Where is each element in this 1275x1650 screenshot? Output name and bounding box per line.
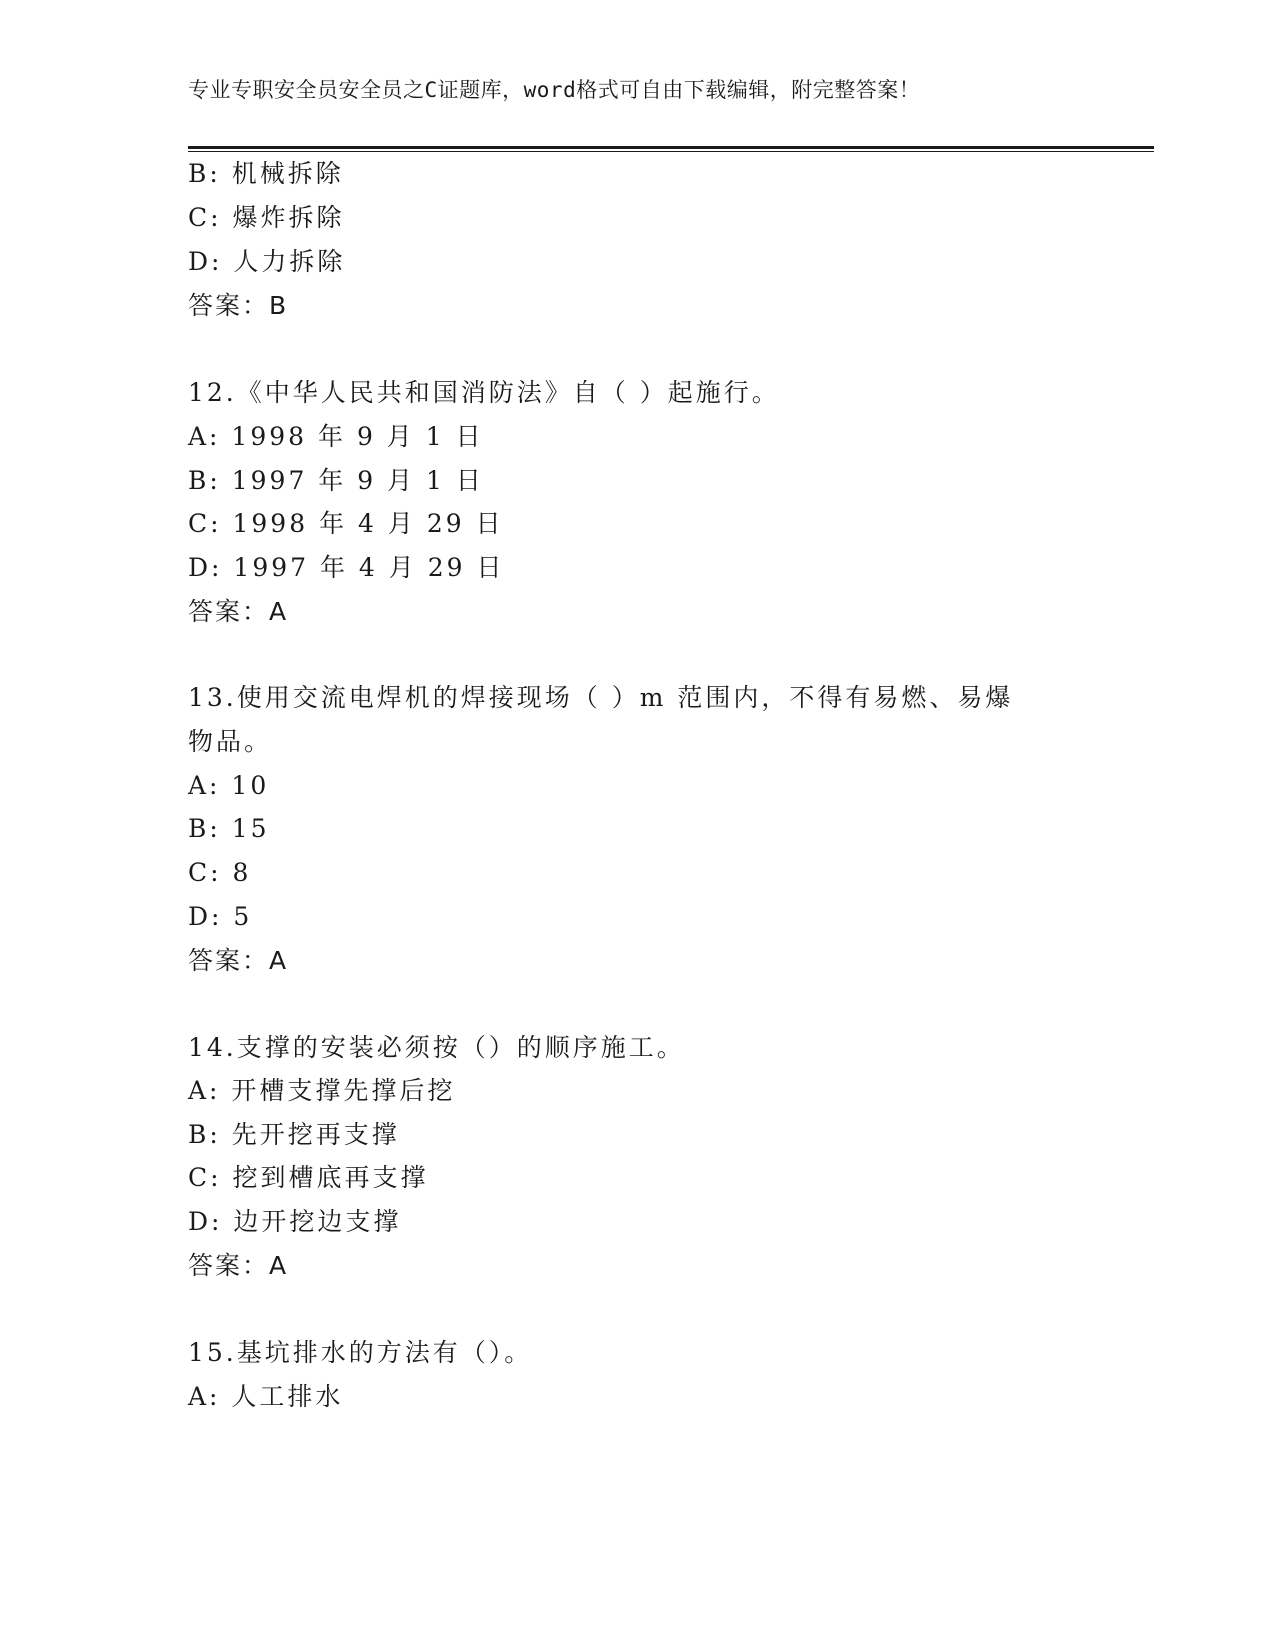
header-divider-thin <box>188 151 1154 152</box>
option-a: A: 1998 年 9 月 1 日 <box>188 422 484 451</box>
header-divider-thick <box>188 146 1154 149</box>
option-b: B: 15 <box>188 814 270 843</box>
option-d: D: 1997 年 4 月 29 日 <box>188 553 505 582</box>
option-b: B: 1997 年 9 月 1 日 <box>188 466 484 495</box>
option-a: A: 人工排水 <box>188 1382 344 1411</box>
question-stem: 12.《中华人民共和国消防法》自（ ）起施行。 <box>188 378 780 407</box>
option-c: C: 挖到槽底再支撑 <box>188 1163 429 1192</box>
option-d: D: 5 <box>188 902 253 931</box>
option-a: A: 开槽支撑先撑后挖 <box>188 1076 456 1105</box>
option-c: C: 1998 年 4 月 29 日 <box>188 509 504 538</box>
option-c: C: 爆炸拆除 <box>188 203 345 232</box>
option-b: B: 机械拆除 <box>188 159 344 188</box>
option-b: B: 先开挖再支撑 <box>188 1120 400 1149</box>
answer: 答案：B <box>188 291 289 320</box>
page-header: 专业专职安全员安全员之C证题库，word格式可自由下载编辑，附完整答案！ <box>188 78 921 102</box>
option-c: C: 8 <box>188 858 252 887</box>
answer: 答案：A <box>188 597 289 626</box>
option-a: A: 10 <box>188 771 270 800</box>
question-stem-cont: 物品。 <box>188 727 273 756</box>
question-stem: 13.使用交流电焊机的焊接现场（ ）m 范围内，不得有易燃、易爆 <box>188 683 1014 712</box>
answer: 答案：A <box>188 1251 289 1280</box>
option-d: D: 边开挖边支撑 <box>188 1207 402 1236</box>
option-d: D: 人力拆除 <box>188 247 346 276</box>
question-stem: 15.基坑排水的方法有（）。 <box>188 1338 533 1367</box>
answer: 答案：A <box>188 946 289 975</box>
question-stem: 14.支撑的安装必须按（）的顺序施工。 <box>188 1033 685 1062</box>
